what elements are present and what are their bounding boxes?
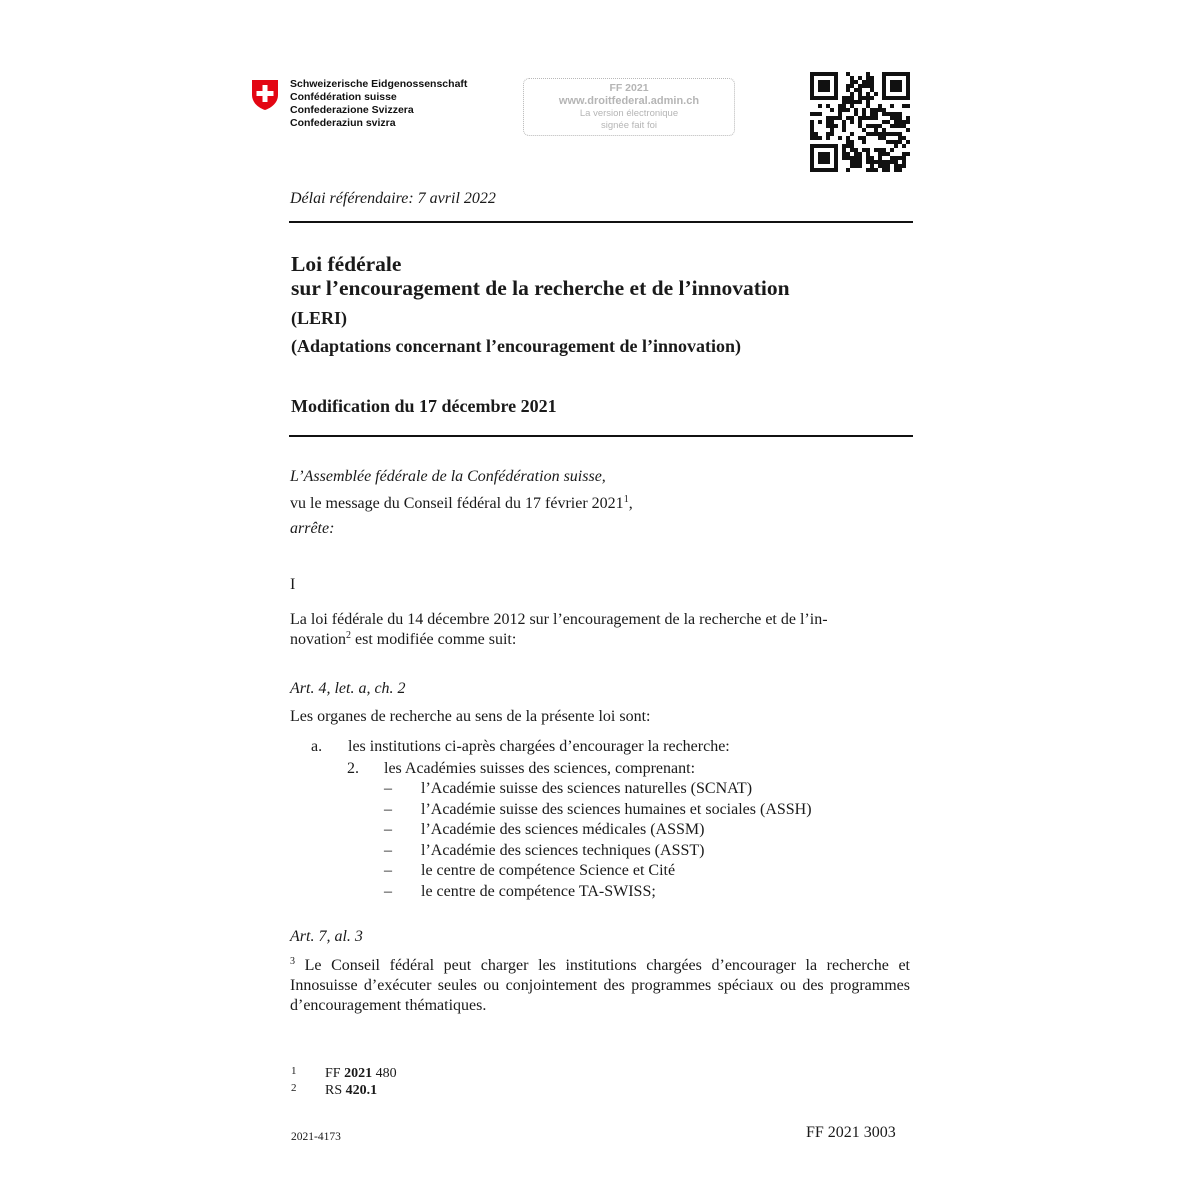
paragraph-number: 3 [290, 956, 295, 967]
intro-line-1: La loi fédérale du 14 décembre 2012 sur l’encouragement de la recherche et de l’in- [290, 611, 828, 628]
list-item-text: l’Académie des sciences techniques (ASST) [421, 841, 705, 859]
publication-stamp [523, 78, 735, 136]
article-7-heading: Art. 7, al. 3 [290, 928, 363, 945]
title-line-1: Loi fédérale [291, 252, 402, 276]
title-line-2: sur l’encouragement de la recherche et de l’innovation [291, 276, 790, 300]
footnote-ref-1: 1 [623, 494, 629, 505]
title-abbreviation: (LERI) [291, 308, 348, 328]
list-item-text: l’Académie des sciences médicales (ASSM) [421, 821, 705, 838]
referendum-deadline: Délai référendaire: 7 avril 2022 [290, 190, 496, 207]
item-a-text: les institutions ci-après chargées d’encourager la recherche: [348, 738, 730, 755]
confederation-name-de: Schweizerische Eidgenossenschaft [290, 78, 468, 90]
section-number: I [290, 576, 296, 593]
dash-bullet: – [384, 800, 392, 818]
list-item-text: le centre de compétence Science et Cité [421, 862, 676, 879]
list-item-text: le centre de compétence TA-SWISS; [421, 882, 656, 900]
dash-bullet: – [384, 821, 392, 838]
item-2-label: 2. [347, 760, 359, 777]
title-bottom-rule [289, 435, 913, 437]
list-item-text: l’Académie suisse des sciences naturelles (SCNAT) [421, 780, 753, 797]
footnote-post: 480 [372, 1066, 397, 1081]
footnote-number: 1 [291, 1065, 297, 1077]
preamble-message-tail: , [628, 495, 633, 512]
confederation-name-rm: Confederaziun svizra [290, 117, 396, 129]
footnote-pre: FF [325, 1066, 345, 1081]
article-7-text: Le Conseil fédéral peut charger les institutions chargées d’encourager la recherche et Innosuisse d’exécuter seules ou conjointement des programmes spéciaux ou des programmes d’encouragement thématiques. [290, 957, 910, 1014]
item-2-text: les Académies suisses des sciences, comprenant: [384, 760, 696, 777]
article-4-heading: Art. 4, let. a, ch. 2 [290, 680, 406, 697]
footnote-pre: RS [325, 1083, 346, 1098]
footnote-2 [291, 1080, 377, 1099]
dash-bullet: – [384, 882, 392, 900]
title-adaptation: (Adaptations concernant l’encouragement de l’innovation) [291, 336, 741, 356]
top-rule [289, 221, 913, 223]
stamp-line-ff: FF 2021 [609, 82, 649, 94]
intro-text-c: est modifiée comme suit: [351, 631, 517, 648]
footnote-ref-2: 2 [346, 630, 351, 641]
footnote-number: 2 [291, 1082, 297, 1094]
article-4-lead: Les organes de recherche au sens de la présente loi sont: [290, 708, 651, 725]
footnote-bold: 420.1 [345, 1083, 378, 1098]
qr-code-icon [810, 72, 910, 172]
footnote-bold: 2021 [344, 1066, 373, 1081]
confederation-name-fr: Confédération suisse [290, 91, 397, 103]
preamble-message [290, 494, 633, 514]
modification-date: Modification du 17 décembre 2021 [291, 396, 557, 416]
dash-bullet: – [384, 780, 392, 797]
item-a-label: a. [311, 738, 323, 755]
confederation-name-it: Confederazione Svizzera [290, 104, 414, 116]
preamble-message-text: vu le message du Conseil fédéral du 17 février 2021 [290, 495, 624, 512]
document-id: 2021-4173 [291, 1131, 341, 1143]
stamp-line-version: La version électronique [579, 108, 679, 119]
page-reference: FF 2021 3003 [806, 1124, 896, 1141]
intro-line-2 [290, 630, 516, 650]
list-item-text: l’Académie suisse des sciences humaines et sociales (ASSH) [421, 800, 812, 818]
stamp-line-signed: signée fait foi [601, 119, 657, 131]
swiss-cross-emblem-icon [251, 79, 279, 111]
dash-bullet: – [384, 862, 392, 879]
preamble-assembly: L’Assemblée fédérale de la Confédération suisse, [290, 468, 606, 485]
article-7-paragraph [290, 956, 910, 1016]
stamp-line-url: www.droitfederal.admin.ch [558, 95, 700, 107]
dash-bullet: – [384, 841, 392, 859]
intro-text-b: novation [290, 631, 346, 648]
preamble-decree: arrête: [290, 520, 335, 537]
confederation-names [290, 78, 467, 130]
